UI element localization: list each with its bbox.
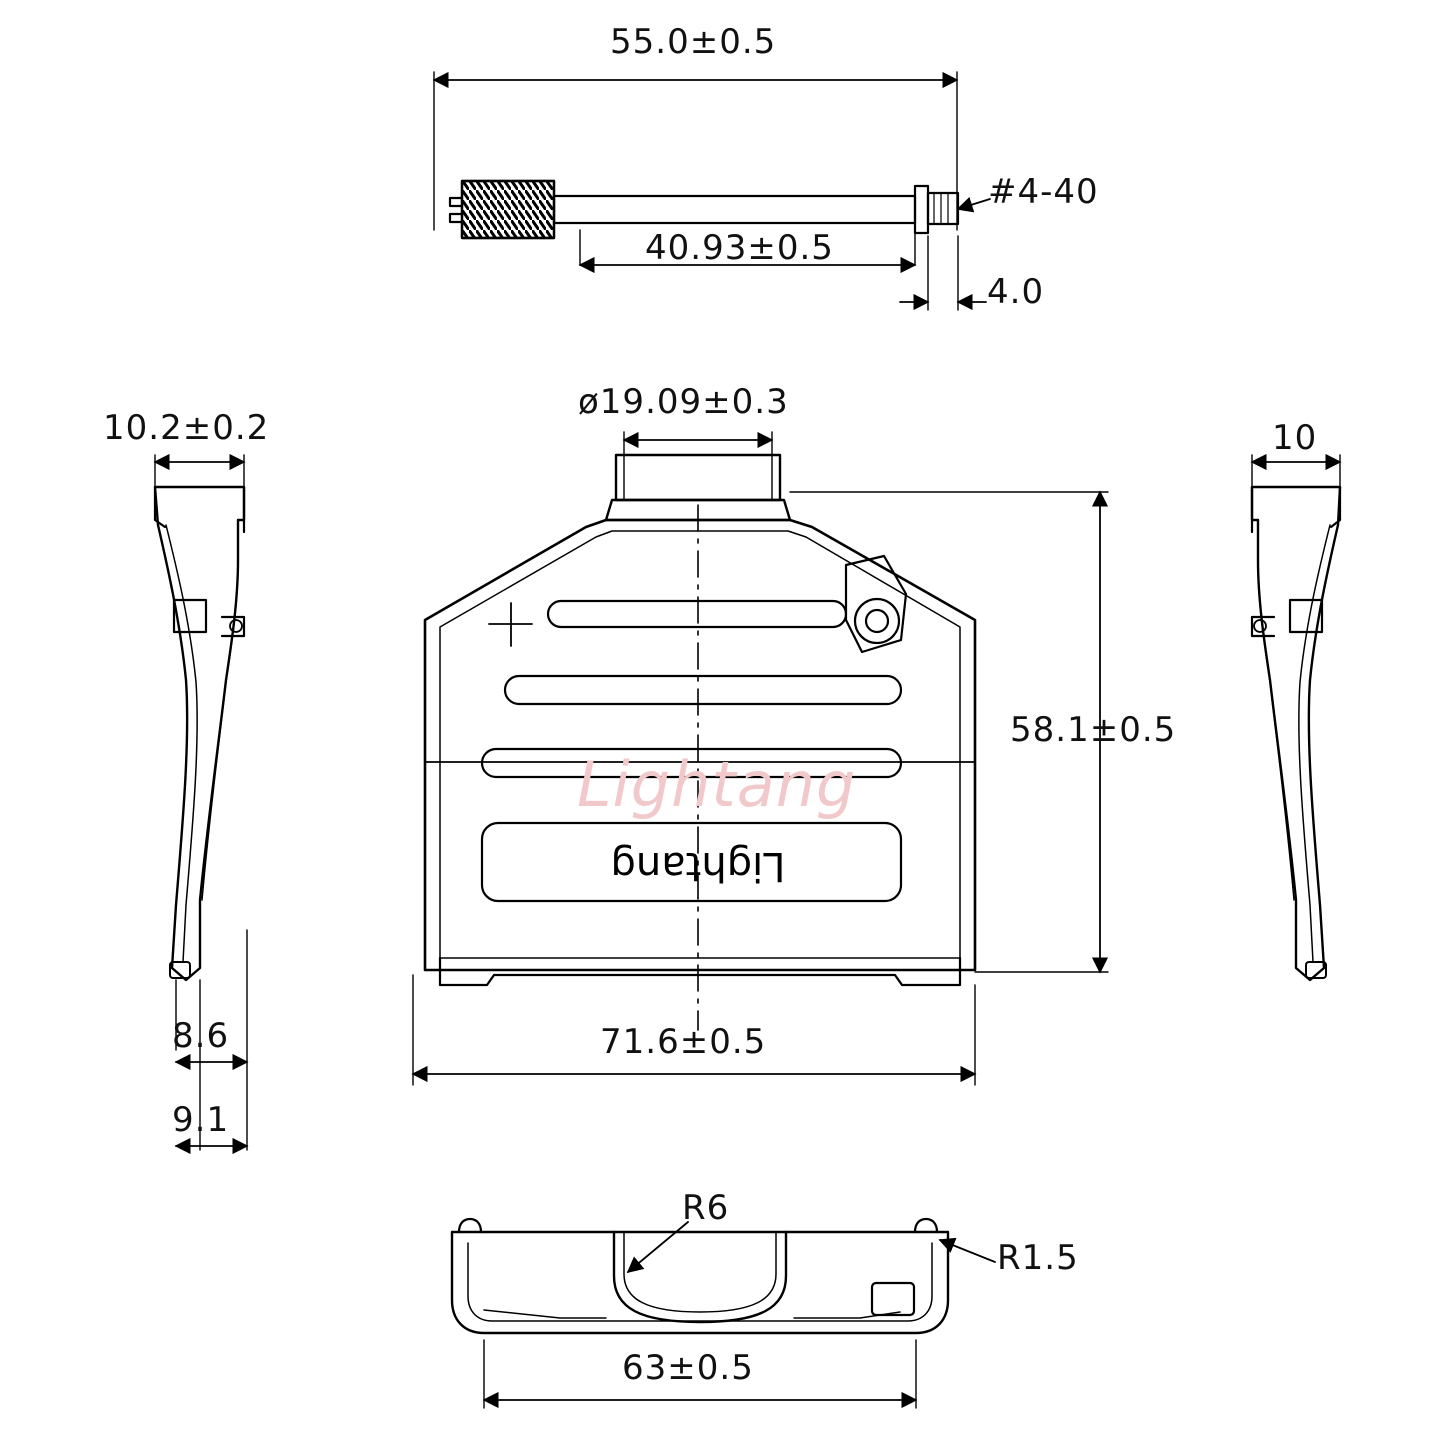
- dim-overall-length: 55.0±0.5: [610, 22, 777, 62]
- dim-cable-entry-diameter: ø19.09±0.3: [578, 382, 789, 422]
- right-side-view: [1252, 455, 1340, 980]
- dim-radius-large: R6: [682, 1188, 730, 1228]
- dim-front-height: 58.1±0.5: [1010, 710, 1177, 750]
- top-view-screw: [434, 72, 990, 310]
- dim-left-foot-a: 8.6: [172, 1016, 230, 1056]
- dim-bottom-width: 63±0.5: [622, 1348, 754, 1388]
- engraved-brand-label: Lightang: [610, 843, 786, 889]
- dim-radius-small: R1.5: [997, 1238, 1079, 1278]
- callout-thread: #4-40: [988, 172, 1099, 212]
- dim-left-foot-b: 9.1: [172, 1100, 230, 1140]
- dim-left-thickness: 10.2±0.2: [103, 408, 270, 448]
- dim-front-width: 71.6±0.5: [600, 1022, 767, 1062]
- dim-right-thickness: 10: [1272, 418, 1318, 458]
- dim-screw-head: 4.0: [987, 272, 1045, 312]
- dim-screw-length: 40.93±0.5: [645, 228, 834, 268]
- watermark: Lightang: [577, 748, 857, 821]
